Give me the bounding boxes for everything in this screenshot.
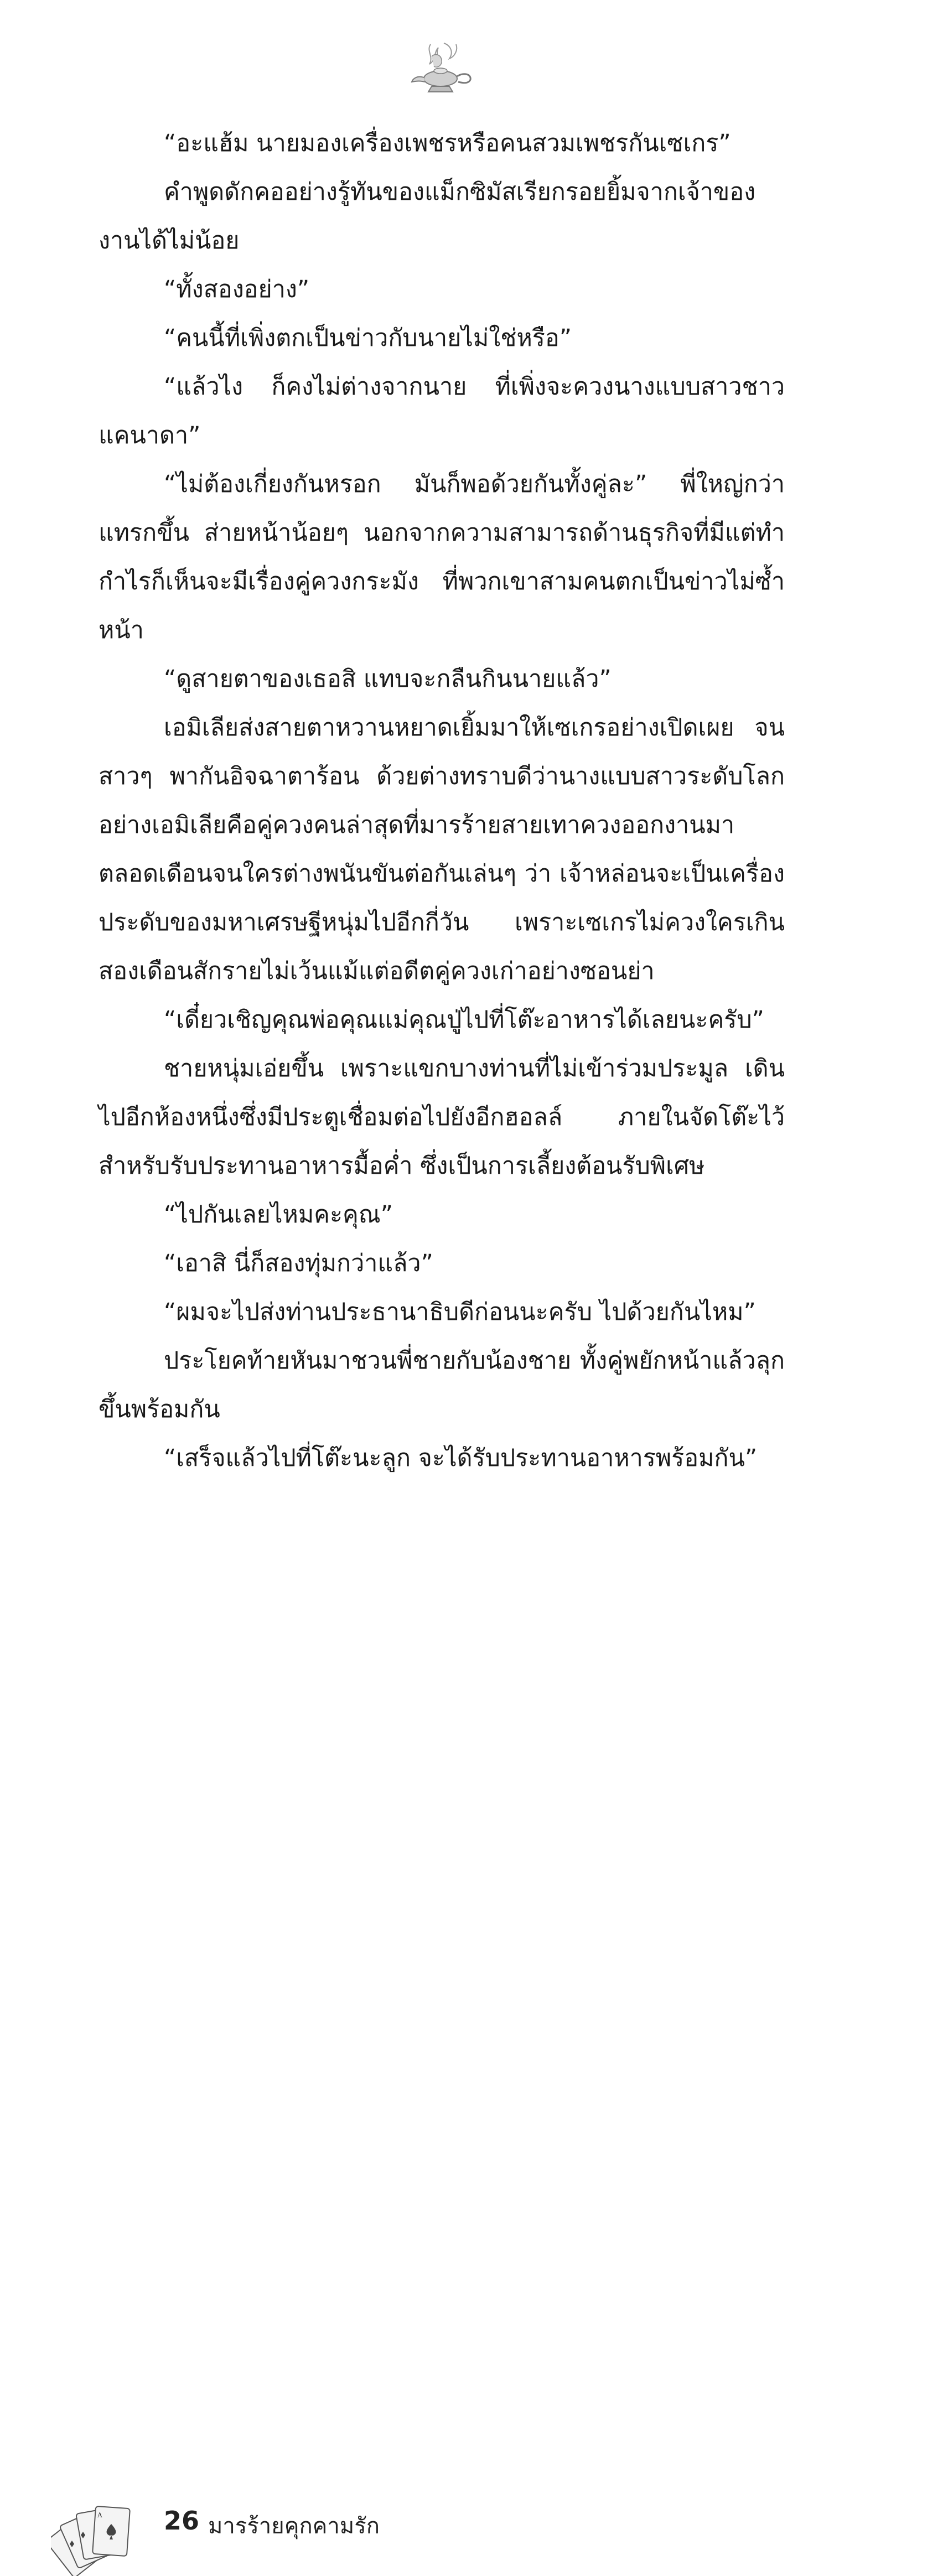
paragraph: “ไปกันเลยไหมคะคุณ”	[164, 1201, 393, 1229]
paragraph: “อะแฮ้ม นายมองเครื่องเพชรหรือคนสวมเพชรกันเซเกร”	[164, 129, 731, 157]
playing-cards-icon	[51, 2493, 145, 2576]
paragraph: “เสร็จแล้วไปที่โต๊ะนะลูก จะได้รับประทานอาหารพร้อมกัน”	[164, 1444, 758, 1472]
paragraph: คำพูดดักคออย่างรู้ทันของแม็กซิมัสเรียกรอยยิ้มจากเจ้าของงานได้ไม่น้อย	[99, 178, 756, 255]
paragraph: ชายหนุ่มเอ่ยขึ้น เพราะแขกบางท่านที่ไม่เข้าร่วมประมูล เดินไปอีกห้องหนึ่งซึ่งมีประตูเชื่อมต่อไปยังอีกฮอลล์ ภายในจัดโต๊ะไว้สำหรับรับประทานอาหารมื้อค่ำ ซึ่งเป็นการเลี้ยงต้อนรับพิเศษ	[99, 1055, 785, 1180]
paragraph: “แล้วไง ก็คงไม่ต่างจากนาย ที่เพิ่งจะควงนางแบบสาวชาวแคนาดา”	[99, 373, 785, 449]
paragraph: “ผมจะไปส่งท่านประธานาธิบดีก่อนนะครับ ไปด้วยกันไหม”	[164, 1298, 756, 1326]
paragraph: “คนนี้ที่เพิ่งตกเป็นข่าวกับนายไม่ใช่หรือ”	[164, 324, 572, 352]
book-title: มารร้ายคุกคามรัก	[208, 2513, 380, 2539]
svg-text:A: A	[97, 2511, 102, 2519]
paragraph: “ทั้งสองอย่าง”	[164, 276, 310, 303]
page-number: 26	[164, 2506, 200, 2536]
paragraph: “เดี๋ยวเชิญคุณพ่อคุณแม่คุณปู่ไปที่โต๊ะอาหารได้เลยนะครับ”	[164, 1006, 764, 1034]
paragraph: “เอาสิ นี่ก็สองทุ่มกว่าแล้ว”	[164, 1250, 433, 1277]
paragraph: “ดูสายตาของเธอสิ แทบจะกลืนกินนายแล้ว”	[164, 665, 612, 693]
paragraph: เอมิเลียส่งสายตาหวานหยาดเยิ้มมาให้เซเกรอย่างเปิดเผย จนสาวๆ พากันอิจฉาตาร้อน ด้วยต่างทราบดีว่านางแบบสาวระดับโลกอย่างเอมิเลียคือคู่ควงคนล่าสุดที่มารร้ายสายเทาควงออกงานมาตลอดเดือนจนใครต่างพนันขันต่อกันเล่นๆ ว่า เจ้าหล่อนจะเป็นเครื่องประดับของมหาเศรษฐีหนุ่มไปอีกกี่วัน เพราะเซเกรไม่ควงใครเกินสองเดือนสักรายไม่เว้นแม้แต่อดีตคู่ควงเก่าอย่างซอนย่า	[99, 714, 785, 985]
paragraph: ประโยคท้ายหันมาชวนพี่ชายกับน้องชาย ทั้งคู่พยักหน้าแล้วลุกขึ้นพร้อมกัน	[99, 1347, 785, 1423]
genie-lamp-icon	[410, 40, 476, 98]
paragraph: “ไม่ต้องเกี่ยงกันหรอก มันก็พอด้วยกันทั้งคู่ละ” พี่ใหญ่กว่าแทรกขึ้น ส่ายหน้าน้อยๆ นอกจากความสามารถด้านธุรกิจที่มีแต่ทำกำไรก็เห็นจะมีเรื่องคู่ควงกระมัง ที่พวกเขาสามคนตกเป็นข่าวไม่ซ้ำหน้า	[99, 470, 785, 644]
